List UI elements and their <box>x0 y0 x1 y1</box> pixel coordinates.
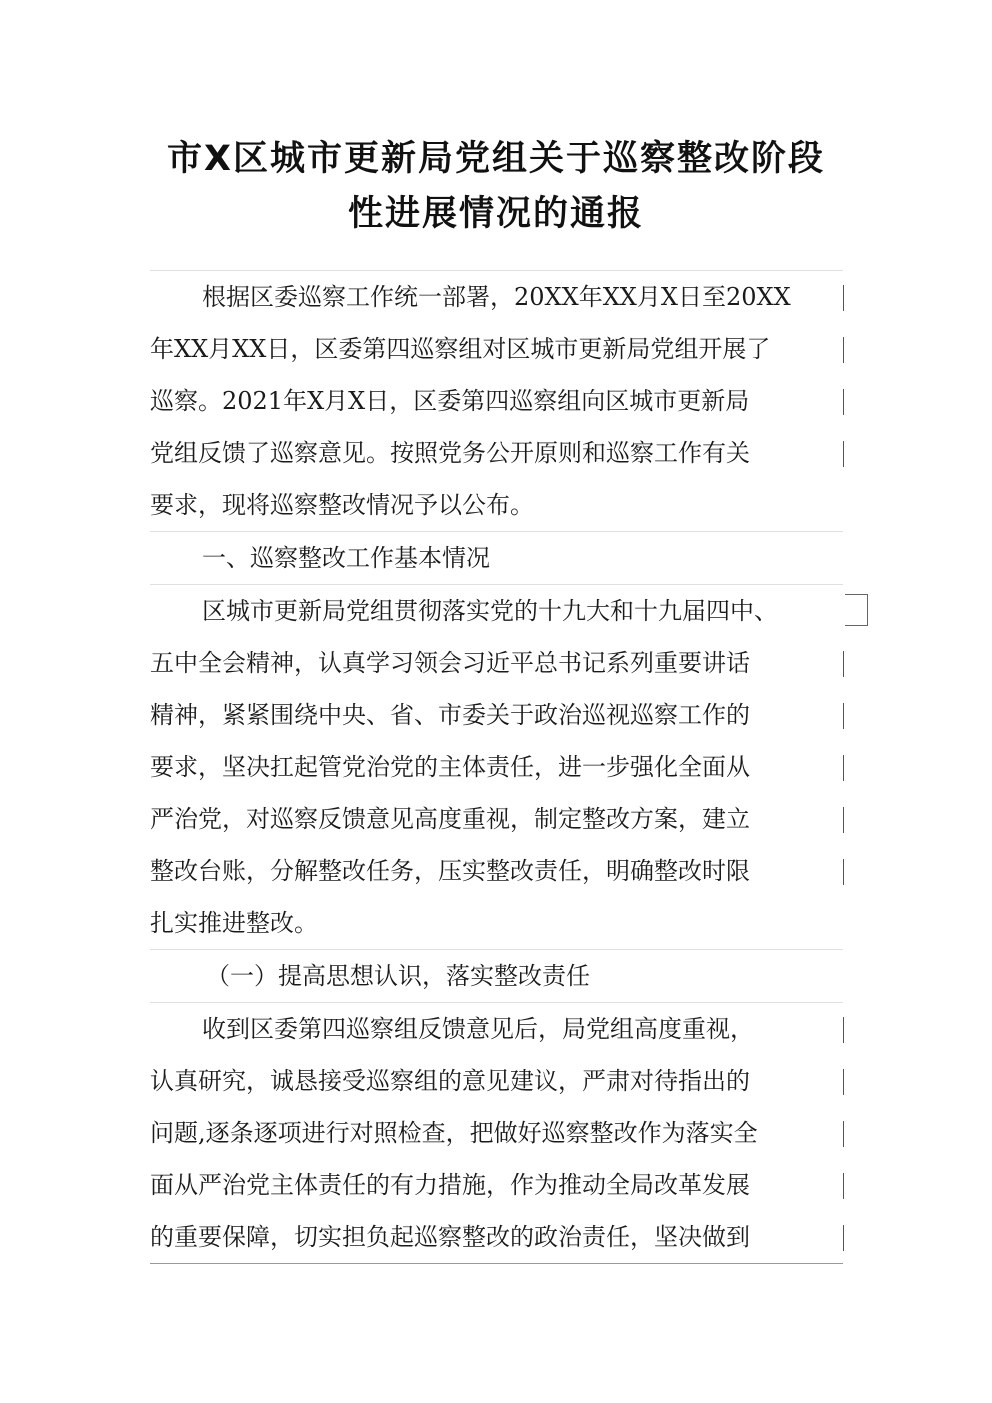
text-line: 要求，现将巡察整改情况予以公布。 <box>150 491 534 519</box>
text-line: 巡察。2021年X月X日，区委第四巡察组向区城市更新局 <box>150 375 843 427</box>
section-heading-1 <box>150 531 843 584</box>
text-line: 根据区委巡察工作统一部署，20XX年XX月X日至20XX <box>150 271 843 323</box>
text-line: 精神，紧紧围绕中央、省、市委关于政治巡视巡察工作的 <box>150 689 843 741</box>
text-line: 要求，坚决扛起管党治党的主体责任，进一步强化全面从 <box>150 741 843 793</box>
text-line: 问题,逐条逐项进行对照检查，把做好巡察整改作为落实全 <box>150 1107 843 1159</box>
document-title <box>0 132 992 242</box>
text-line: 五中全会精神，认真学习领会习近平总书记系列重要讲话 <box>150 637 843 689</box>
heading-text: （一）提高思想认识，落实整改责任 <box>206 962 590 990</box>
paragraph-overview <box>150 584 843 949</box>
paragraph-intro <box>150 270 843 531</box>
paragraph-responsibility <box>150 1002 843 1264</box>
title-line-2: 性进展情况的通报 <box>347 194 644 234</box>
text-line: 扎实推进整改。 <box>150 909 318 937</box>
text-line: 党组反馈了巡察意见。按照党务公开原则和巡察工作有关 <box>150 427 843 479</box>
text-line: 认真研究，诚恳接受巡察组的意见建议，严肃对待指出的 <box>150 1055 843 1107</box>
document-body <box>150 270 843 1264</box>
text-line: 的重要保障，切实担负起巡察整改的政治责任，坚决做到 <box>150 1211 843 1263</box>
text-line: 整改台账，分解整改任务，压实整改责任，明确整改时限 <box>150 845 843 897</box>
text-line: 区城市更新局党组贯彻落实党的十九大和十九届四中、 <box>202 597 778 625</box>
heading-text: 一、巡察整改工作基本情况 <box>202 544 490 572</box>
text-line: 面从严治党主体责任的有力措施，作为推动全局改革发展 <box>150 1159 843 1211</box>
text-line: 收到区委第四巡察组反馈意见后，局党组高度重视， <box>150 1003 843 1055</box>
title-line-1: 市X区城市更新局党组关于巡察整改阶段 <box>167 139 825 179</box>
text-line: 严治党，对巡察反馈意见高度重视，制定整改方案，建立 <box>150 793 843 845</box>
layout-corner-mark <box>845 594 868 626</box>
section-heading-2 <box>150 949 843 1002</box>
text-line: 年XX月XX日，区委第四巡察组对区城市更新局党组开展了 <box>150 323 843 375</box>
